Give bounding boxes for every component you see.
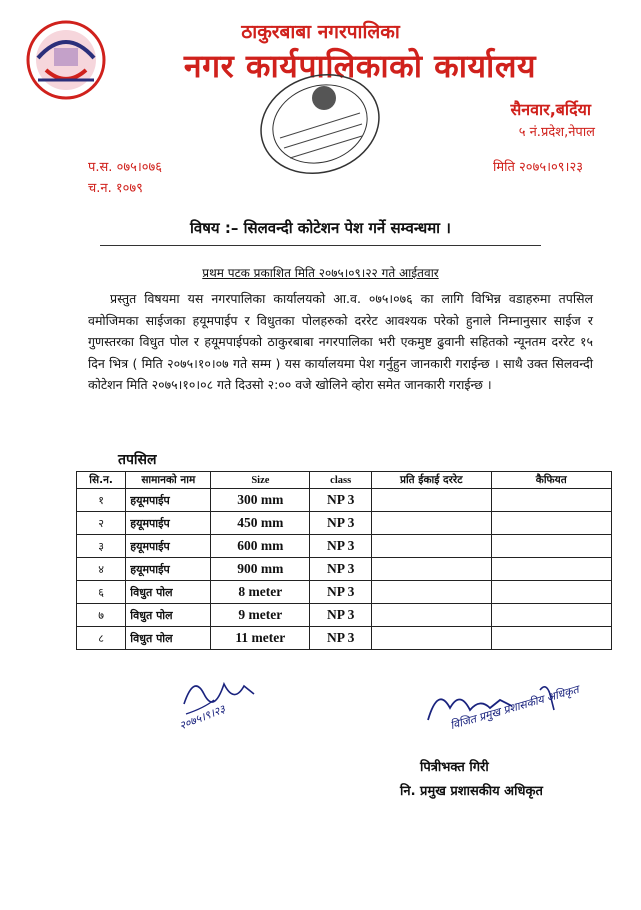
cell-serial: २ [77,512,126,535]
table-row [77,489,612,512]
cell-item-name: हयूमपाईप [126,558,211,581]
cell-item-name: हयूमपाईप [126,512,211,535]
table-row [77,535,612,558]
header-size: Size [211,472,310,489]
left-signature-icon [174,664,284,748]
cell-size: 900 mm [211,558,310,581]
cell-serial: ३ [77,535,126,558]
header-class: class [310,472,372,489]
header-unit-rate: प्रति ईकाई दररेट [372,472,492,489]
right-signature-icon [420,680,620,750]
cell-unit-rate [372,535,492,558]
table-row [77,558,612,581]
cell-item-name: विधुत पोल [126,627,211,650]
cell-class: NP 3 [310,558,372,581]
cell-unit-rate [372,581,492,604]
officer-name: पित्रीभक्त गिरी [420,760,489,775]
municipality-name: ठाकुरबाबा नगरपालिका [241,21,400,43]
cell-item-name: विधुत पोल [126,604,211,627]
table-row [77,581,612,604]
office-name: नगर कार्यपालिकाको कार्यालय [183,47,537,85]
cell-remarks [491,558,612,581]
reference-number: प.स. ०७५।०७६ [88,160,163,175]
left-signature-date: २०७५।९।२३ [177,702,228,733]
header-serial: सि.न. [77,472,126,489]
cell-size: 9 meter [211,604,310,627]
officer-title: नि. प्रमुख प्रशासकीय अधिकृत [400,784,543,799]
cell-class: NP 3 [310,604,372,627]
table-row [77,512,612,535]
cell-item-name: विधुत पोल [126,581,211,604]
cell-size: 450 mm [211,512,310,535]
cell-size: 11 meter [211,627,310,650]
cell-serial: ४ [77,558,126,581]
notice-paragraph: प्रस्तुत विषयमा यस नगरपालिका कार्यालयको आ.व. ०७५।०७६ का लागि विभिन्न वडाहरुमा तपसिल वमोजिमका साईजका हयूमपाईप र विधुतका पोलहरुको दररेट आवश्यक परेको हुनाले निम्नानुसार साईज र गुणस्तरका विधुत पोल र हयूमपाईपको ठाकुरबाबा नगरपालिका भरी एकमुष्ट ढुवानी सहितको न्यूनतम दररेट १५ दिन भित्र ( मिति २०७५।१०।०७ गते सम्म ) यस कार्यालयमा पेश गर्नुहुन जानकारी गराईन्छ । साथै उक्त सिलवन्दी कोटेशन मिति २०७५।१०।०८ गते दिउसो २:०० वजे खोलिने व्होरा समेत जानकारी गराईन्छ । [88,291,593,392]
cell-serial: १ [77,489,126,512]
cell-remarks [491,512,612,535]
cell-remarks [491,535,612,558]
cell-unit-rate [372,627,492,650]
cell-size: 8 meter [211,581,310,604]
cell-serial: ८ [77,627,126,650]
cell-item-name: हयूमपाईप [126,535,211,558]
cell-remarks [491,627,612,650]
cell-class: NP 3 [310,489,372,512]
cell-class: NP 3 [310,535,372,558]
cell-remarks [491,489,612,512]
subject-line: विषय :– सिलवन्दी कोटेशन पेश गर्ने सम्वन्धमा । [190,219,451,237]
subject-divider [100,245,541,246]
cell-unit-rate [372,558,492,581]
office-stamp-icon [250,68,390,180]
publication-line: प्रथम पटक प्रकाशित मिति २०७५।०९।२२ गते आईतवार [202,266,439,280]
address-line-2: ५ नं.प्रदेश,नेपाल [518,125,595,140]
address-line-1: सैनवार,बर्दिया [510,100,591,119]
cell-size: 600 mm [211,535,310,558]
header-item-name: सामानको नाम [126,472,211,489]
cell-unit-rate [372,512,492,535]
cell-remarks [491,604,612,627]
letter-date: मिति २०७५।०९।२३ [493,160,583,175]
items-table [76,471,612,650]
table-row [77,604,612,627]
right-signature-stamp: विजित प्रमुख प्रशासकीय अधिकृत [448,682,581,733]
dispatch-number: च.न. १०७९ [88,181,143,196]
cell-class: NP 3 [310,581,372,604]
cell-class: NP 3 [310,512,372,535]
cell-unit-rate [372,489,492,512]
cell-serial: ७ [77,604,126,627]
header-remarks: कैफियत [491,472,612,489]
cell-class: NP 3 [310,627,372,650]
notice-body [88,288,593,396]
cell-size: 300 mm [211,489,310,512]
cell-remarks [491,581,612,604]
details-heading: तपसिल [118,452,157,468]
cell-serial: ६ [77,581,126,604]
table-header-row [77,472,612,489]
cell-unit-rate [372,604,492,627]
cell-item-name: हयूमपाईप [126,489,211,512]
table-row [77,627,612,650]
